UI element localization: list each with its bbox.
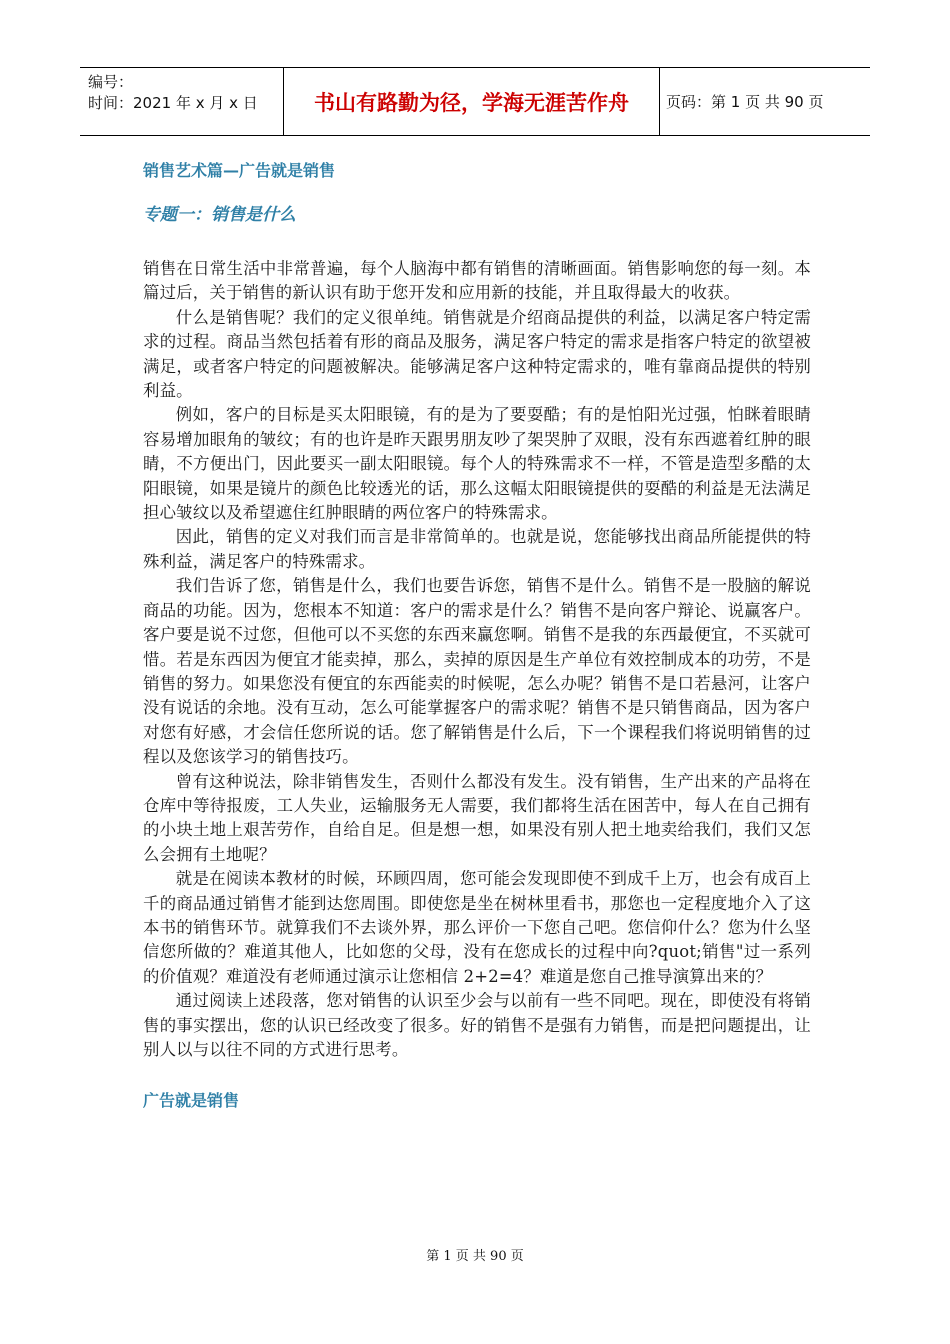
document-date-label: 时间：2021 年 x 月 x 日 bbox=[88, 94, 258, 112]
paragraph: 通过阅读上述段落，您对销售的认识至少会与以前有一些不同吧。现在，即使没有将销售的事实摆出，您的认识已经改变了很多。好的销售不是强有力销售，而是把问题提出，让别人以与以往不同的方式进行思考。 bbox=[143, 991, 811, 1059]
header-page-number: 页码：第 1 页 共 90 页 bbox=[666, 93, 824, 111]
paragraph: 因此，销售的定义对我们而言是非常简单的。也就是说，您能够找出商品所能提供的特殊利益，满足客户的特殊需求。 bbox=[143, 527, 811, 571]
document-title: 销售艺术篇—广告就是销售 bbox=[143, 161, 336, 180]
paragraph: 什么是销售呢？我们的定义很单纯。销售就是介绍商品提供的利益，以满足客户特定需求的过程。商品当然包括着有形的商品及服务，满足客户特定的需求是指客户特定的欲望被满足，或者客户特定的问题被解决。能够满足客户这种特定需求的，唯有靠商品提供的特别利益。 bbox=[143, 307, 811, 401]
document-code-label: 编号： bbox=[88, 73, 134, 91]
paragraph: 曾有这种说法，除非销售发生，否则什么都没有发生。没有销售，生产出来的产品将在仓库中等待报废，工人失业，运输服务无人需要，我们都将生活在困苦中，每人在自己拥有的小块土地上艰苦劳作，自给自足。但是想一想，如果没有别人把土地卖给我们，我们又怎么会拥有土地呢？ bbox=[143, 771, 811, 864]
document-body bbox=[143, 155, 811, 1116]
header-info-cell bbox=[80, 68, 283, 135]
paragraph: 例如，客户的目标是买太阳眼镜，有的是为了要耍酷；有的是怕阳光过强，怕眯着眼睛容易增加眼角的皱纹；有的也许是昨天跟男朋友吵了架哭肿了双眼，没有东西遮着红肿的眼睛，不方便出门，因此要买一副太阳眼镜。每个人的特殊需求不一样，不管是造型多酷的太阳眼镜，如果是镜片的颜色比较透光的话，那么这幅太阳眼镜提供的耍酷的利益是无法满足担心皱纹以及希望遮住红肿眼睛的两位客户的特殊需求。 bbox=[143, 405, 811, 523]
section-heading: 广告就是销售 bbox=[143, 1091, 240, 1111]
page-header bbox=[80, 67, 870, 136]
header-motto: 书山有路勤为径，学海无涯苦作舟 bbox=[283, 68, 660, 135]
paragraph: 我们告诉了您，销售是什么，我们也要告诉您，销售不是什么。销售不是一股脑的解说商品的功能。因为，您根本不知道：客户的需求是什么？销售不是向客户辩论、说赢客户。客户要是说不过您，但他可以不买您的东西来赢您啊。销售不是我的东西最便宜，不买就可惜。若是东西因为便宜才能卖掉，那么，卖掉的原因是生产单位有效控制成本的功劳，不是销售的努力。如果您没有便宜的东西能卖的时候呢，怎么办呢？销售不是口若悬河，让客户没有说话的余地。没有互动，怎么可能掌握客户的需求呢？销售不是只销售商品，因为客户对您有好感，才会信任您所说的话。您了解销售是什么后，下一个课程我们将说明销售的过程以及您该学习的销售技巧。 bbox=[143, 576, 811, 767]
page-footer: 第 1 页 共 90 页 bbox=[426, 1249, 524, 1264]
paragraph: 销售在日常生活中非常普遍，每个人脑海中都有销售的清晰画面。销售影响您的每一刻。本篇过后，关于销售的新认识有助于您开发和应用新的技能，并且取得最大的收获。 bbox=[143, 259, 811, 303]
paragraph: 就是在阅读本教材的时候，环顾四周，您可能会发现即使不到成千上万，也会有成百上千的商品通过销售才能到达您周围。即使您是坐在树林里看书，那您也一定程度地介入了这本书的销售环节。就算我们不去谈外界，那么评价一下您自己吧。您信仰什么？您为什么坚信您所做的？难道其他人，比如您的父母，没有在您成长的过程中向?quot;销售"过一系列的价值观？难道没有老师通过演示让您相信 2+2=4？难道是您自己推导演算出来的？ bbox=[143, 869, 811, 986]
topic-heading: 专题一：销售是什么 bbox=[143, 205, 296, 225]
paragraph-list bbox=[143, 257, 811, 1062]
